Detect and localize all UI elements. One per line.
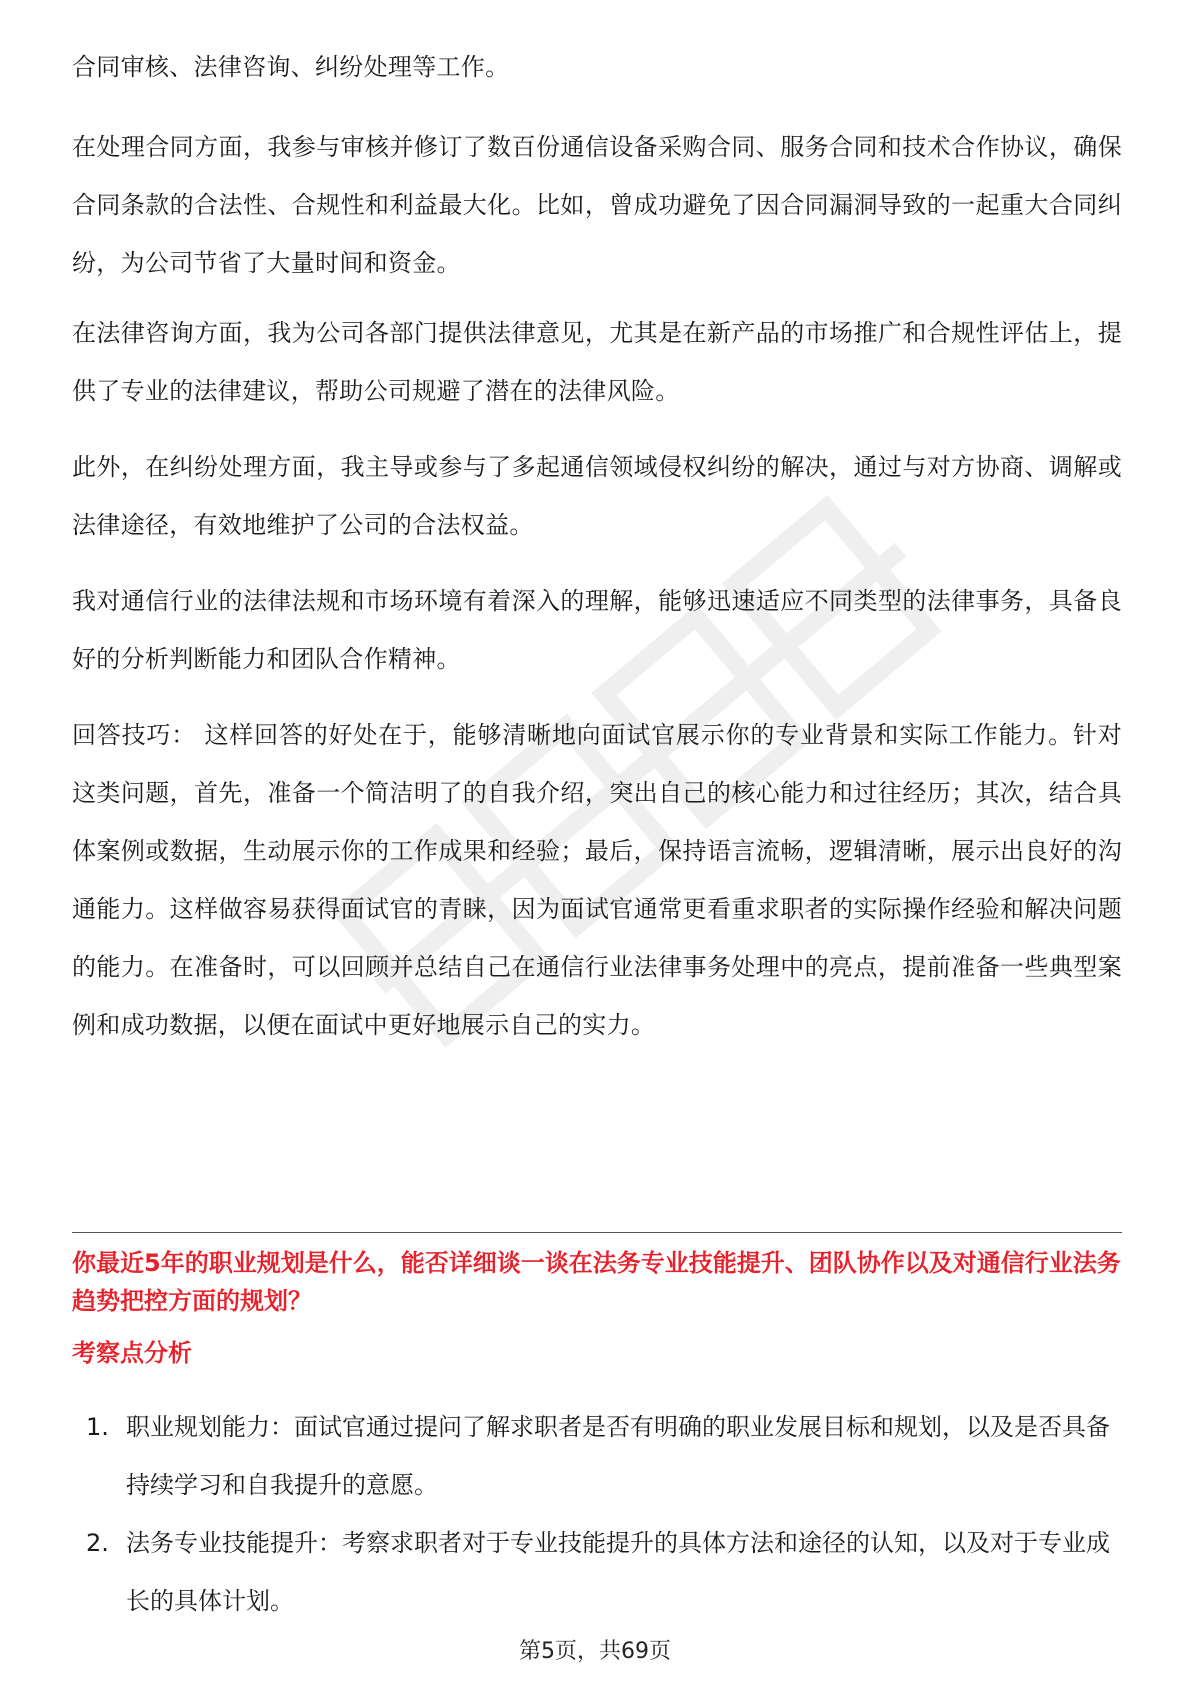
- paragraph-3: 在法律咨询方面，我为公司各部门提供法律意见，尤其是在新产品的市场推广和合规性评估上，提供了专业的法律建议，帮助公司规避了潜在的法律风险。: [72, 319, 1122, 405]
- paragraph-5: 我对通信行业的法律法规和市场环境有着深入的理解，能够迅速适应不同类型的法律事务，具备良好的分析判断能力和团队合作精神。: [72, 587, 1122, 673]
- paragraph-4: 此外，在纠纷处理方面，我主导或参与了多起通信领域侵权纠纷的解决，通过与对方协商、调解或法律途径，有效地维护了公司的合法权益。: [72, 453, 1122, 539]
- page-footer: 第5页，共69页: [519, 1639, 671, 1664]
- question-heading: 你最近5年的职业规划是什么，能否详细谈一谈在法务专业技能提升、团队协作以及对通信行业法务趋势把控方面的规划？: [72, 1249, 1121, 1315]
- answer-tips: 回答技巧： 这样回答的好处在于，能够清晰地向面试官展示你的专业背景和实际工作能力。针对这类问题，首先，准备一个简洁明了的自我介绍，突出自己的核心能力和过往经历；其次，结合具体案例或数据，生动展示你的工作成果和经验；最后，保持语言流畅，逻辑清晰，展示出良好的沟通能力。这样做容易获得面试官的青睐，因为面试官通常更看重求职者的实际操作经验和解决问题的能力。在准备时，可以回顾并总结自己在通信行业法律事务处理中的亮点，提前准备一些典型案例和成功数据，以便在面试中更好地展示自己的实力。: [72, 721, 1122, 1039]
- list-text: 法务专业技能提升：考察求职者对于专业技能提升的具体方法和途径的认知，以及对于专业成长的具体计划。: [126, 1529, 1110, 1615]
- list-number: 1.: [86, 1413, 109, 1441]
- paragraph-2: 在处理合同方面，我参与审核并修订了数百份通信设备采购合同、服务合同和技术合作协议，确保合同条款的合法性、合规性和利益最大化。比如，曾成功避免了因合同漏洞导致的一起重大合同纠纷，为公司节省了大量时间和资金。: [72, 133, 1122, 277]
- list-number: 2.: [86, 1529, 109, 1557]
- section-title: 考察点分析: [72, 1339, 192, 1367]
- list-item: [72, 1514, 1122, 1630]
- list-item: [72, 1398, 1122, 1514]
- paragraph-1: 合同审核、法律咨询、纠纷处理等工作。: [72, 53, 510, 81]
- analysis-list: [72, 1398, 1122, 1630]
- list-text: 职业规划能力：面试官通过提问了解求职者是否有明确的职业发展目标和规划，以及是否具备持续学习和自我提升的意愿。: [126, 1413, 1110, 1499]
- divider: [72, 1232, 1122, 1233]
